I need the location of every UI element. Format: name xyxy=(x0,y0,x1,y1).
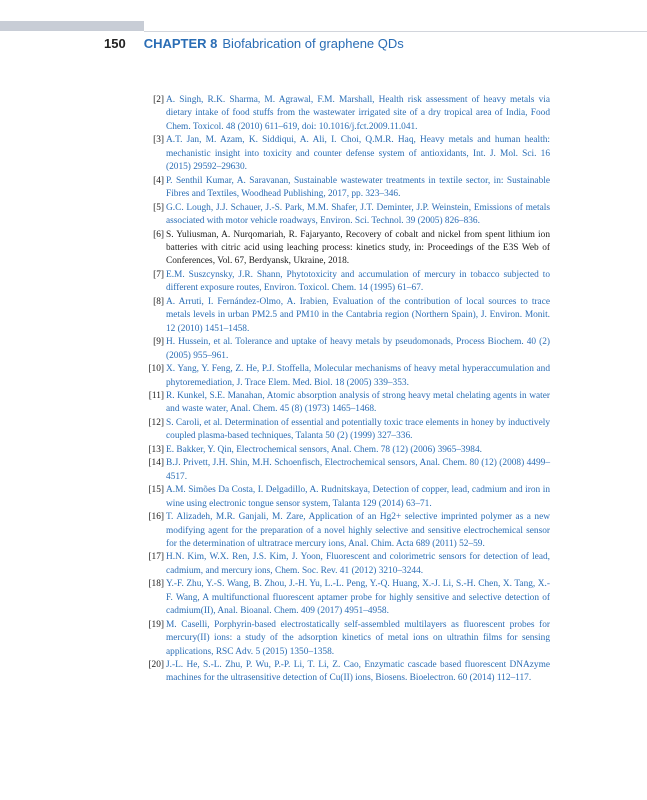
reference-text[interactable]: M. Caselli, Porphyrin-based electrostatically self-assembled multilayers as fluorescent probes for mercury(II) ions: a study of the adsorption kinetics of metal ions on ultrathin films for sensing applications, RSC Adv. 5 (2015) 1350–1358. xyxy=(166,619,550,657)
reference-item[interactable] xyxy=(144,229,550,269)
reference-text[interactable]: J.-L. He, S.-L. Zhu, P. Wu, P.-P. Li, T. Li, Z. Cao, Enzymatic cascade based fluorescent DNAzyme machines for the ultrasensitive detection of Cu(II) ions, Biosens. Bioelectron. 60 (2014) 112–117. xyxy=(166,660,550,684)
reference-item[interactable] xyxy=(144,484,550,511)
reference-text[interactable]: X. Yang, Y. Feng, Z. He, P.J. Stoffella, Molecular mechanisms of heavy metal hyperaccumulation and phytoremediation, J. Trace Elem. Med. Biol. 18 (2005) 339–353. xyxy=(166,364,550,388)
reference-text[interactable]: E.M. Suszcynsky, J.R. Shann, Phytotoxicity and accumulation of mercury in tobacco subjected to different exposure routes, Environ. Toxicol. Chem. 14 (1995) 61–67. xyxy=(166,269,550,294)
reference-number: [10] xyxy=(148,364,164,375)
reference-item[interactable] xyxy=(144,336,550,363)
reference-number: [17] xyxy=(148,552,164,563)
reference-number: [19] xyxy=(148,619,164,630)
reference-item[interactable] xyxy=(144,619,550,659)
reference-number: [5] xyxy=(153,202,164,213)
reference-text[interactable]: S. Yuliusman, A. Nurqomariah, R. Fajaryanto, Recovery of cobalt and nickel from spent lithium ion batteries with citric acid using leaching process: kinetics study, in: Proceedings of the E3S Web of Conferences, Vol. 67, Berdyansk, Ukraine, 2018. xyxy=(166,229,550,267)
reference-item[interactable] xyxy=(144,457,550,484)
reference-number: [6] xyxy=(153,229,164,240)
reference-number: [14] xyxy=(148,458,164,469)
reference-number: [13] xyxy=(148,444,164,455)
reference-text[interactable]: S. Caroli, et al. Determination of essential and potentially toxic trace elements in honey by inductively coupled plasma-based techniques, Talanta 50 (2) (1999) 327–336. xyxy=(166,417,550,442)
reference-text[interactable]: R. Kunkel, S.E. Manahan, Atomic absorption analysis of strong heavy metal chelating agents in water and waste water, Anal. Chem. 45 (8) (1973) 1465–1468. xyxy=(166,390,550,415)
reference-item[interactable] xyxy=(144,134,550,174)
running-header xyxy=(104,36,404,52)
reference-number: [7] xyxy=(153,269,164,280)
reference-item[interactable] xyxy=(144,202,550,229)
reference-number: [3] xyxy=(153,135,164,146)
reference-item[interactable] xyxy=(144,659,550,686)
reference-item[interactable] xyxy=(144,417,550,444)
reference-text[interactable]: Y.-F. Zhu, Y.-S. Wang, B. Zhou, J.-H. Yu, L.-L. Peng, Y.-Q. Huang, X.-J. Li, S.-H. Chen, X. Tang, X.-F. Wang, A multifunctional fluorescent aptamer probe for highly sensitive and selective detection of cadmium(II), Anal. Bioanal. Chem. 409 (2017) 4951–4958. xyxy=(166,579,550,617)
reference-text[interactable]: A.T. Jan, M. Azam, K. Siddiqui, A. Ali, I. Choi, Q.M.R. Haq, Heavy metals and human health: mechanistic insight into toxicity and counter defense system of antioxidants, Int. J. Mol. Sci. 16 (2015) 29592–29630. xyxy=(166,135,550,173)
reference-item[interactable] xyxy=(144,390,550,417)
reference-number: [16] xyxy=(148,512,164,523)
header-color-band xyxy=(0,21,144,31)
reference-number: [15] xyxy=(148,485,164,496)
reference-number: [11] xyxy=(148,390,164,401)
reference-text[interactable]: A. Arruti, I. Fernández-Olmo, A. Irabien, Evaluation of the contribution of local sources to trace metals levels in urban PM2.5 and PM10 in the Cantabria region (Northern Spain), J. Environ. Monit. 12 (2010) 1451–1458. xyxy=(166,296,550,334)
reference-number: [20] xyxy=(148,660,164,671)
page-number: 150 xyxy=(104,36,126,51)
reference-text[interactable]: H. Hussein, et al. Tolerance and uptake of heavy metals by pseudomonads, Process Biochem. 40 (2) (2005) 955–961. xyxy=(166,337,550,361)
reference-number: [9] xyxy=(153,337,164,348)
reference-item[interactable] xyxy=(144,269,550,296)
reference-number: [2] xyxy=(153,95,164,105)
reference-number: [12] xyxy=(148,417,164,428)
reference-text[interactable]: B.J. Privett, J.H. Shin, M.H. Schoenfisch, Electrochemical sensors, Anal. Chem. 80 (12) (2008) 4499–4517. xyxy=(166,458,550,482)
chapter-title: Biofabrication of graphene QDs xyxy=(222,36,404,51)
chapter-label: CHAPTER 8 xyxy=(143,36,218,51)
reference-text[interactable]: A.M. Simões Da Costa, I. Delgadillo, A. Rudnitskaya, Detection of copper, lead, cadmium and iron in wine using electronic tongue sensor system, Talanta 129 (2014) 63–71. xyxy=(166,485,550,509)
reference-item[interactable] xyxy=(144,296,550,336)
header-rule xyxy=(144,31,647,32)
reference-item[interactable] xyxy=(144,175,550,202)
reference-text[interactable]: E. Bakker, Y. Qin, Electrochemical sensors, Anal. Chem. 78 (12) (2006) 3965–3984. xyxy=(166,444,482,455)
reference-item[interactable] xyxy=(144,578,550,618)
reference-item[interactable] xyxy=(144,94,550,134)
reference-text[interactable]: H.N. Kim, W.X. Ren, J.S. Kim, J. Yoon, Fluorescent and colorimetric sensors for detection of lead, cadmium, and mercury ions, Chem. Soc. Rev. 41 (2012) 3210–3244. xyxy=(166,552,550,576)
reference-number: [18] xyxy=(148,579,164,590)
reference-item[interactable] xyxy=(144,444,550,457)
reference-text[interactable]: T. Alizadeh, M.R. Ganjali, M. Zare, Application of an Hg2+ selective imprinted polymer as a new modifying agent for the preparation of a novel highly selective and sensitive electrochemical sensor for the determination of ultratrace mercury ions, Anal. Chim. Acta 689 (2011) 52–59. xyxy=(166,512,550,549)
reference-number: [4] xyxy=(153,175,164,186)
reference-item[interactable] xyxy=(144,511,550,551)
reference-text[interactable]: G.C. Lough, J.J. Schauer, J.-S. Park, M.M. Shafer, J.T. Deminter, J.P. Weinstein, Emissions of metals associated with motor vehicle roadways, Environ. Sci. Technol. 39 (2005) 826–836. xyxy=(166,202,550,227)
reference-list xyxy=(144,94,550,686)
reference-text[interactable]: P. Senthil Kumar, A. Saravanan, Sustainable wastewater treatments in textile sector, in: Sustainable Fibres and Textiles, Woodhead Publishing, 2017, pp. 323–346. xyxy=(166,175,550,200)
reference-number: [8] xyxy=(153,296,164,307)
reference-text[interactable]: A. Singh, R.K. Sharma, M. Agrawal, F.M. Marshall, Health risk assessment of heavy metals via dietary intake of food stuffs from the wastewater irrigated site of a dry tropical area of India, Food Chem. Toxicol. 48 (2010) 611–619, doi: 10.1016/j.fct.2009.11.041. xyxy=(166,95,550,132)
reference-item[interactable] xyxy=(144,363,550,390)
reference-item[interactable] xyxy=(144,551,550,578)
